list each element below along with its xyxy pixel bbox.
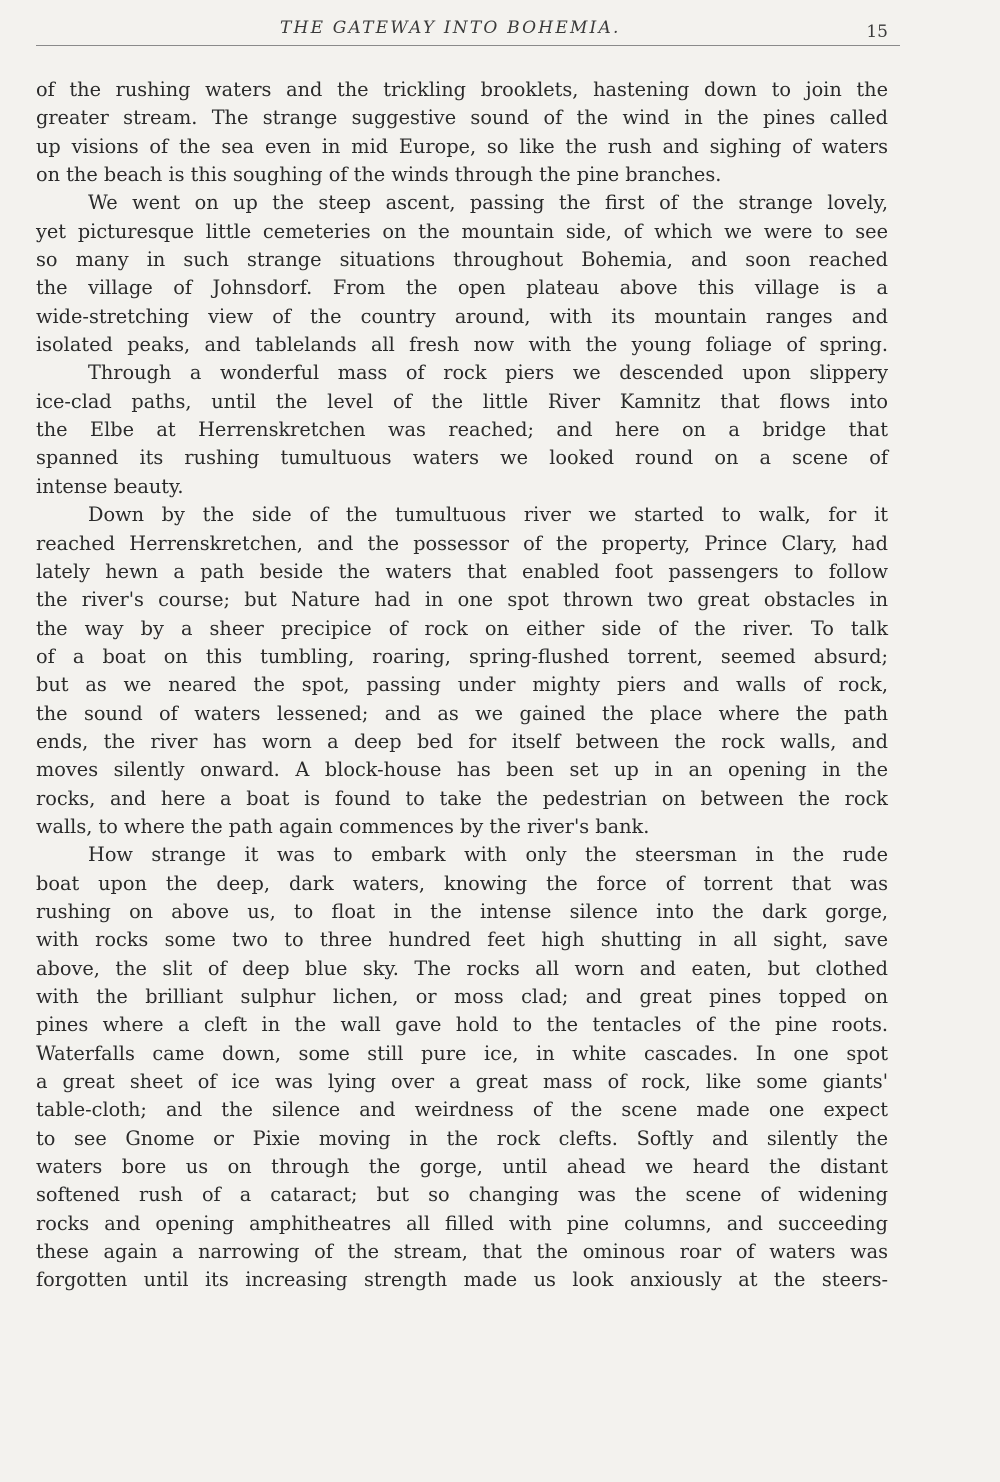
text-line: the river's course; but Nature had in one spot thrown two great obstacles in	[36, 588, 888, 612]
text-line: isolated peaks, and tablelands all fresh now with the young foliage of spring.	[36, 333, 888, 357]
text-line: the sound of waters lessened; and as we gained the place where the path	[36, 701, 888, 725]
text-line: above, the slit of deep blue sky. The rocks all worn and eaten, but clothed	[36, 956, 888, 980]
text-line: ends, the river has worn a deep bed for itself between the rock walls, and	[36, 729, 888, 753]
text-line: intense beauty.	[36, 474, 184, 498]
text-line: Waterfalls came down, some still pure ice, in white cascades. In one spot	[36, 1041, 888, 1065]
text-line: a great sheet of ice was lying over a great mass of rock, like some giants'	[36, 1070, 888, 1094]
text-line: rocks and opening amphitheatres all filled with pine columns, and succeeding	[36, 1211, 888, 1235]
text-line: the village of Johnsdorf. From the open plateau above this village is a	[36, 276, 888, 300]
text-line: softened rush of a cataract; but so changing was the scene of widening	[36, 1183, 888, 1207]
text-line: of the rushing waters and the trickling brooklets, hastening down to join the	[36, 78, 888, 101]
text-line: on the beach is this soughing of the winds through the pine branches.	[36, 163, 722, 187]
text-line: We went on up the steep ascent, passing the first of the strange lovely,	[88, 191, 888, 215]
text-line: to see Gnome or Pixie moving in the rock clefts. Softly and silently the	[36, 1126, 888, 1150]
text-line: of a boat on this tumbling, roaring, spring-flushed torrent, seemed absurd;	[36, 644, 888, 668]
text-line: yet picturesque little cemeteries on the mountain side, of which we were to see	[36, 219, 888, 243]
page-number: 15	[866, 22, 888, 42]
text-line: wide-stretching view of the country around, with its mountain ranges and	[36, 304, 888, 328]
text-line: so many in such strange situations throughout Bohemia, and soon reached	[36, 248, 888, 272]
text-line: the way by a sheer precipice of rock on either side of the river. To talk	[36, 616, 888, 640]
header-rule	[36, 45, 900, 46]
body-text	[36, 76, 888, 1295]
text-line: pines where a cleft in the wall gave hold to the tentacles of the pine roots.	[36, 1013, 888, 1037]
text-line: but as we neared the spot, passing under mighty piers and walls of rock,	[36, 673, 888, 697]
running-title: THE GATEWAY INTO BOHEMIA.	[280, 18, 621, 38]
text-line: up visions of the sea even in mid Europe, so like the rush and sighing of waters	[36, 134, 888, 158]
text-line: table-cloth; and the silence and weirdness of the scene made one expect	[36, 1098, 888, 1122]
text-line: reached Herrenskretchen, and the possessor of the property, Prince Clary, had	[36, 531, 888, 555]
text-line: with the brilliant sulphur lichen, or moss clad; and great pines topped on	[36, 985, 888, 1008]
text-line: waters bore us on through the gorge, until ahead we heard the distant	[36, 1155, 888, 1179]
text-line: lately hewn a path beside the waters that enabled foot passengers to follow	[36, 559, 888, 583]
text-line: spanned its rushing tumultuous waters we looked round on a scene of	[36, 446, 888, 470]
text-line: moves silently onward. A block-house has been set up in an opening in the	[36, 758, 888, 782]
text-line: ice-clad paths, until the level of the little River Kamnitz that flows into	[36, 389, 888, 413]
text-line: with rocks some two to three hundred feet high shutting in all sight, save	[36, 928, 888, 952]
text-line: rocks, and here a boat is found to take the pedestrian on between the rock	[36, 786, 888, 810]
text-line: How strange it was to embark with only the steersman in the rude	[88, 843, 888, 867]
text-line: forgotten until its increasing strength made us look anxiously at the steers-	[36, 1268, 888, 1292]
text-line: rushing on above us, to float in the intense silence into the dark gorge,	[36, 899, 888, 923]
text-line: Through a wonderful mass of rock piers we descended upon slippery	[88, 361, 888, 385]
text-line: greater stream. The strange suggestive sound of the wind in the pines called	[36, 106, 888, 130]
text-line: these again a narrowing of the stream, that the ominous roar of waters was	[36, 1240, 888, 1264]
text-line: the Elbe at Herrenskretchen was reached; and here on a bridge that	[36, 418, 888, 442]
text-line: boat upon the deep, dark waters, knowing the force of torrent that was	[36, 871, 888, 895]
text-line: Down by the side of the tumultuous river we started to walk, for it	[88, 503, 888, 527]
text-line: walls, to where the path again commences by the river's bank.	[36, 814, 650, 838]
running-head	[0, 16, 1000, 46]
